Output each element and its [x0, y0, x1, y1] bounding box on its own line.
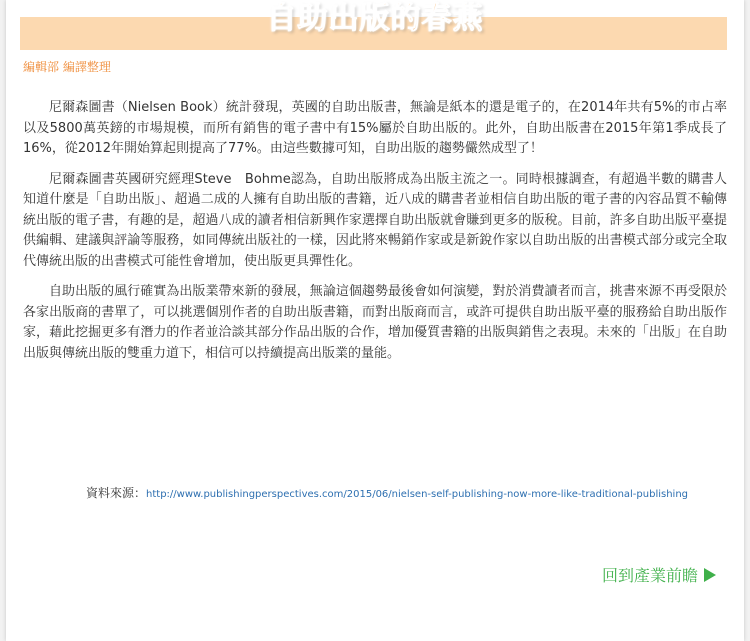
paragraph-2: 尼爾森圖書英國研究經理Steve Bohme認為，自助出版將成為出版主流之一。同時根據調查，有超過半數的購書人知道什麼是「自助出版」、超過二成的人擁有自助出版的書籍，近八成的購書者並相信自助出版的電子書的內容品質不輸傳統出版的電子書，有趣的是，超過八成的讀者相信新興作家選擇自助出版就會賺到更多的版稅。目前，許多自助出版平臺提供編輯、建議與評論等服務，如同傳統出版社的一樣，因此將來暢銷作家或是新銳作家以自助出版的出書模式部分或完全取代傳統出版的出書模式可能性會增加，使出版更具彈性化。 — [23, 171, 727, 269]
play-arrow-icon — [704, 568, 716, 582]
byline: 編輯部 編譯整理 — [23, 60, 111, 74]
source-label: 資料來源： — [86, 486, 147, 500]
back-to-industry-outlook-link[interactable] — [602, 563, 716, 586]
paragraph-3: 自助出版的風行確實為出版業帶來新的發展，無論這個趨勢最後會如何演變，對於消費讀者而言，挑書來源不再受限於各家出版商的書單了，可以挑選個別作者的自助出版書籍，而對出版商而言，或許可提供自助出版平臺的服務給自助出版作家，藉此挖掘更多有潛力的作者並洽談其部分作品出版的合作，增加優質書籍的出版與銷售之表現。未來的「出版」在自助出版與傳統出版的雙重力道下，相信可以持續提高出版業的量能。 — [23, 284, 727, 361]
source-link[interactable]: http://www.publishingperspectives.com/2015/06/nielsen-self-publishing-now-more-like-traditional-publishing — [146, 489, 689, 500]
source-line — [86, 484, 726, 501]
paragraph-1: 尼爾森圖書（Nielsen Book）統計發現，英國的自助出版書，無論是紙本的還是電子的，在2014年共有5%的市占率以及5800萬英鎊的市場規模，而所有銷售的電子書中有15%屬於自助出版的。此外，自助出版書在2015年第1季成長了16%，從2012年開始算起則提高了77%。由這些數據可知，自助出版的趨勢儼然成型了！ — [23, 100, 727, 156]
page-title: 自助出版的春燕 — [266, 1, 484, 36]
article-page — [6, 0, 744, 641]
article-body — [23, 98, 727, 374]
back-link-label: 回到產業前瞻 — [601, 566, 698, 585]
